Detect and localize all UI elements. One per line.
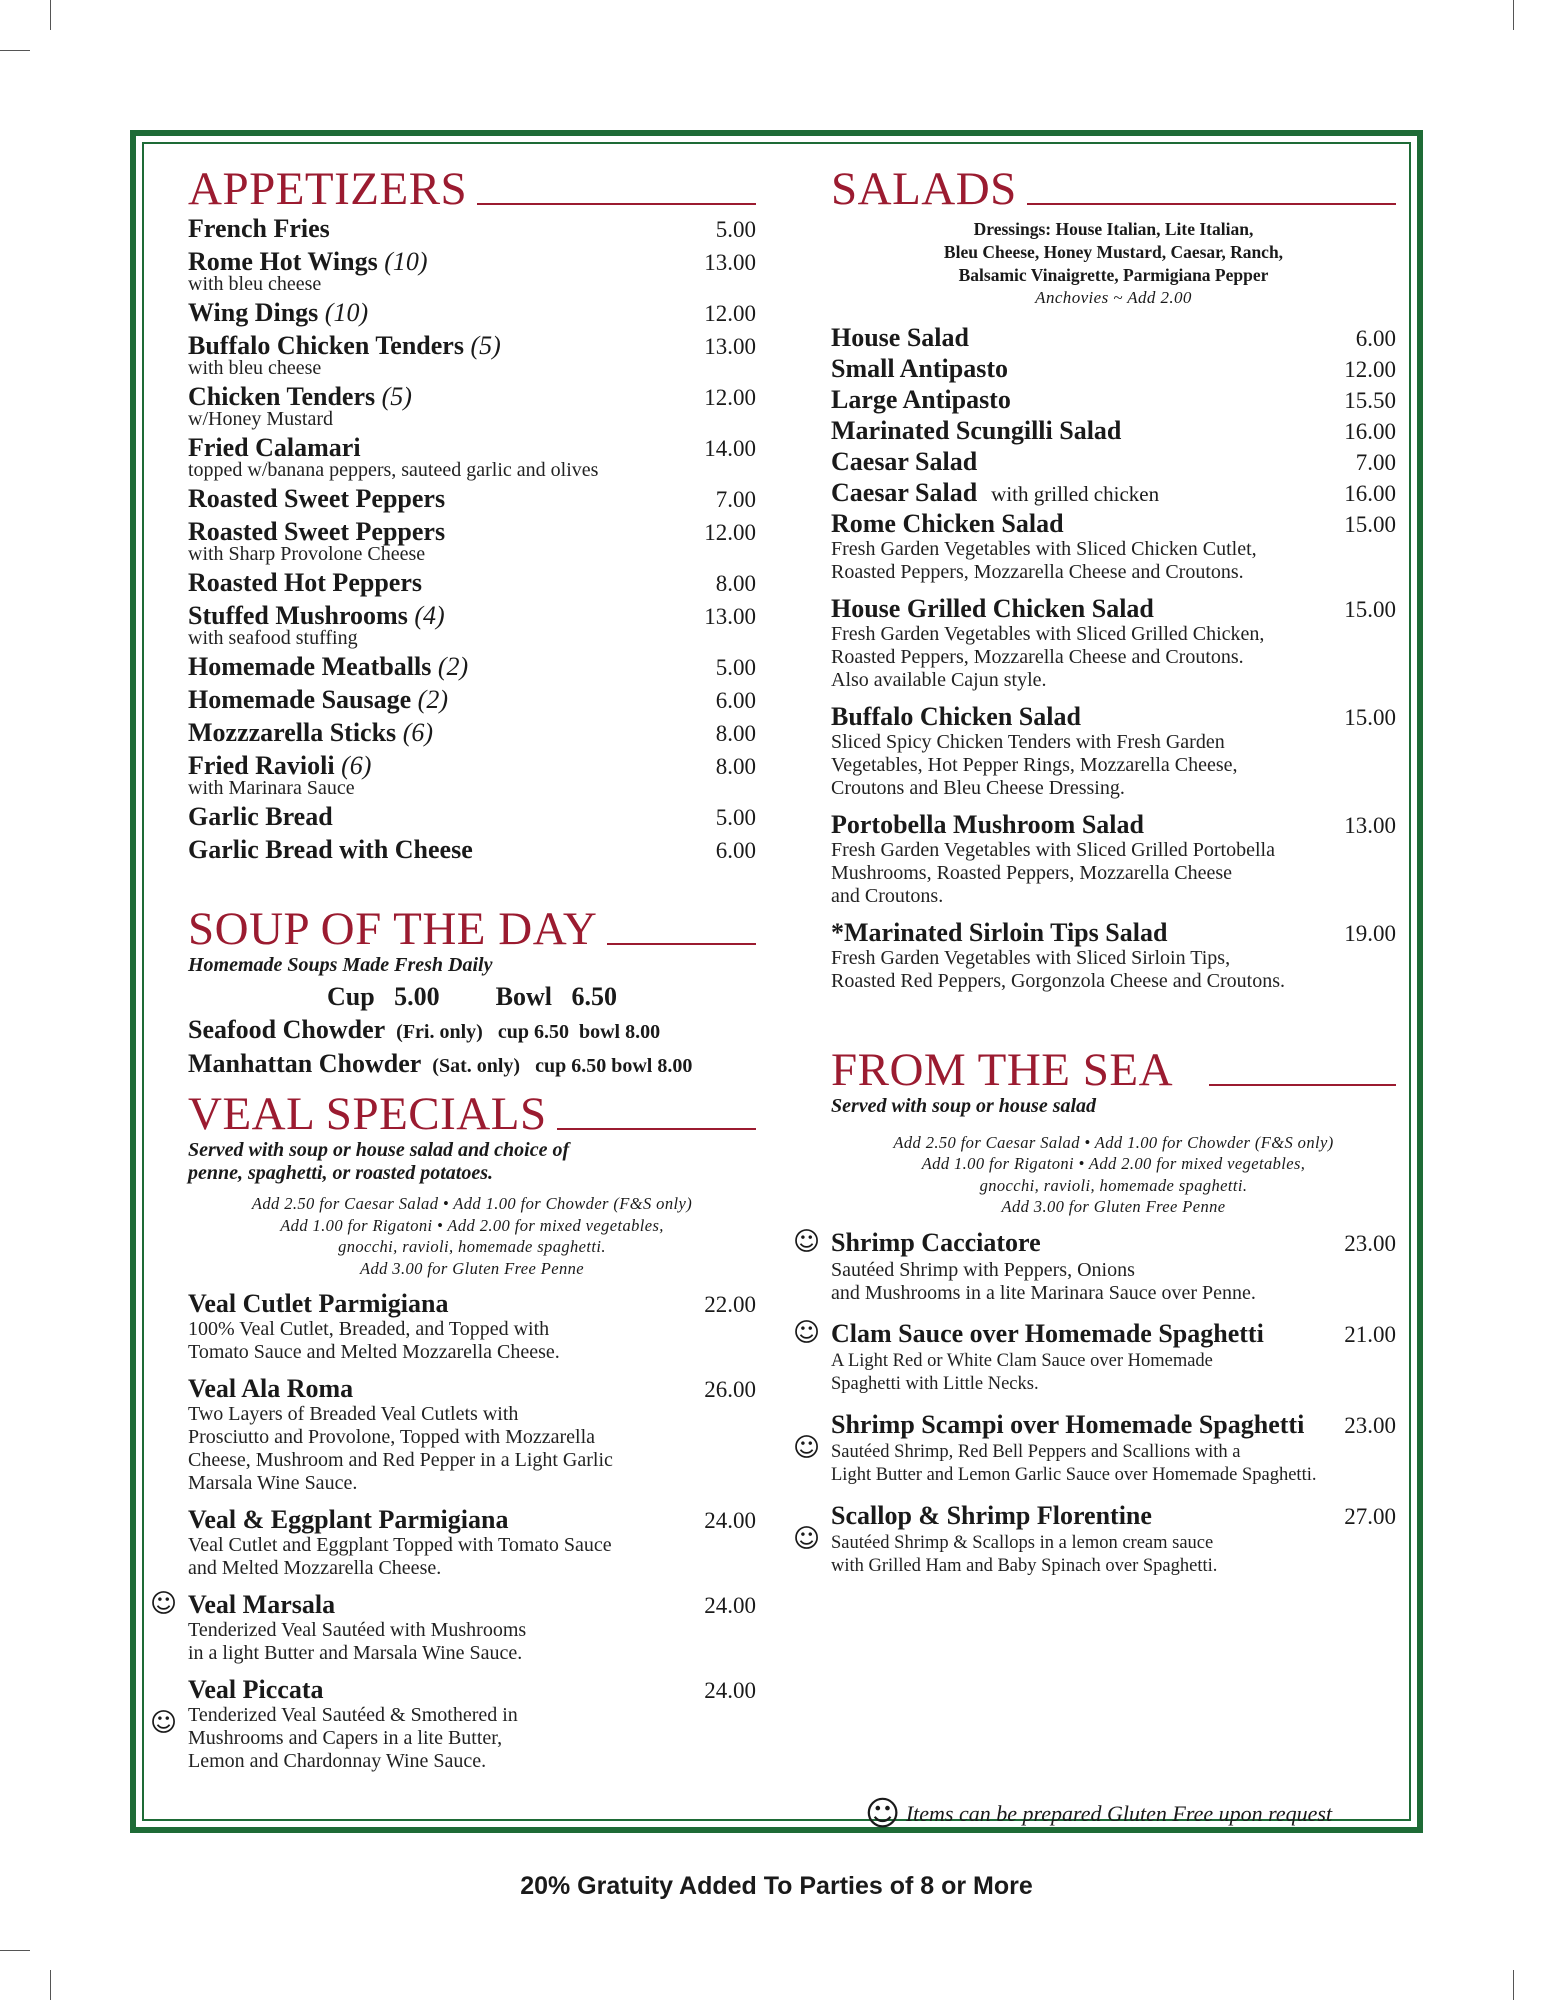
menu-item-description: and Melted Mozzarella Cheese.	[188, 1557, 442, 1579]
menu-item-description: with seafood stuffing	[188, 627, 358, 649]
menu-item-description: 100% Veal Cutlet, Breaded, and Topped with	[188, 1318, 550, 1340]
menu-item-price: 24.00	[704, 1508, 756, 1533]
chowder-name: Manhattan Chowder	[188, 1049, 422, 1078]
crop-mark	[1513, 1970, 1514, 2000]
smiley-icon: ☺	[150, 1589, 178, 1619]
smiley-icon: ☺	[793, 1317, 821, 1348]
menu-item-description: Roasted Peppers, Mozzarella Cheese and Croutons.	[831, 560, 1244, 583]
menu-item-description: Vegetables, Hot Pepper Rings, Mozzarella Cheese,	[831, 753, 1238, 776]
menu-item-name: Roasted Hot Peppers	[188, 568, 422, 597]
menu-item-description: with bleu cheese	[188, 273, 322, 295]
menu-item-description: Sautéed Shrimp, Red Bell Peppers and Scallions with a	[831, 1441, 1241, 1462]
smiley-icon: ☺	[793, 1523, 821, 1554]
menu-item-name: *Marinated Sirloin Tips Salad	[831, 917, 1168, 947]
menu-item-qty: (5)	[381, 382, 412, 411]
menu-item	[793, 1409, 1396, 1487]
smiley-icon: ☺	[150, 1708, 178, 1738]
menu-item	[188, 802, 756, 835]
menu-item-description: Sautéed Shrimp with Peppers, Onions	[831, 1258, 1135, 1281]
menu-item-row	[188, 1374, 756, 1405]
menu-item-description: with Sharp Provolone Cheese	[188, 543, 426, 565]
soup-cup-price: Cup 5.00	[326, 982, 440, 1011]
menu-item-price: 13.00	[704, 250, 756, 275]
menu-item-qty: (10)	[384, 247, 428, 276]
menu-item	[188, 652, 756, 685]
addon-line: Add 1.00 for Rigatoni • Add 2.00 for mixed vegetables,	[280, 1215, 664, 1235]
chowder-prices: cup 6.50 bowl 8.00	[497, 1021, 661, 1043]
menu-item-price: 12.00	[704, 520, 756, 545]
gratuity-footer: 20% Gratuity Added To Parties of 8 or More	[520, 1872, 1033, 1900]
menu-item-price: 6.00	[715, 838, 756, 863]
menu-item-description: Two Layers of Breaded Veal Cutlets with	[188, 1403, 519, 1425]
menu-item-description: Lemon and Chardonnay Wine Sauce.	[188, 1750, 487, 1772]
appetizers-header	[188, 164, 756, 214]
menu-item-row	[188, 652, 756, 683]
menu-item-row	[831, 918, 1396, 949]
menu-item-name: Shrimp Cacciatore	[831, 1227, 1041, 1257]
menu-item-name: Fried Calamari	[188, 433, 361, 462]
menu-item-name: Veal Ala Roma	[188, 1374, 354, 1403]
menu-item-description: Fresh Garden Vegetables with Sliced Grilled Chicken,	[831, 622, 1265, 645]
menu-item-qty: (2)	[437, 652, 469, 681]
menu-item	[188, 214, 756, 247]
menu-item	[831, 918, 1396, 993]
menu-item-description: with Grilled Ham and Baby Spinach over Spaghetti.	[831, 1555, 1218, 1576]
veal-list	[150, 1289, 756, 1773]
menu-item	[831, 702, 1396, 800]
menu-item	[831, 478, 1396, 509]
menu-item	[831, 509, 1396, 584]
section-rule	[1209, 1084, 1396, 1086]
menu-item-price: 5.00	[715, 805, 756, 830]
menu-item-extra: with grilled chicken	[991, 481, 1160, 506]
menu-item-price: 22.00	[704, 1292, 756, 1317]
addon-line: Add 3.00 for Gluten Free Penne	[359, 1258, 584, 1278]
menu-item-row	[188, 1289, 756, 1320]
addon-line: gnocchi, ravioli, homemade spaghetti.	[338, 1237, 606, 1256]
menu-item-row	[188, 718, 756, 749]
menu-item-name: Garlic Bread with Cheese	[188, 835, 473, 864]
menu-item-row	[831, 810, 1396, 841]
menu-item-description: Spaghetti with Little Necks.	[831, 1373, 1039, 1394]
smiley-icon: ☺	[864, 1794, 901, 1834]
menu-item	[188, 382, 756, 433]
section-rule	[557, 1128, 756, 1130]
menu-item-description: and Mushrooms in a lite Marinara Sauce over Penne.	[831, 1281, 1256, 1304]
menu-item-row	[188, 685, 756, 716]
dressing-line: Balsamic Vinaigrette, Parmigiana Pepper	[958, 265, 1269, 285]
menu-item-name: Mozzzarella Sticks (6)	[188, 718, 434, 747]
menu-item-description: Roasted Red Peppers, Gorgonzola Cheese and Croutons.	[831, 969, 1285, 992]
menu-item-qty: (10)	[324, 298, 369, 327]
menu-item	[188, 298, 756, 331]
soup-bowl-price: Bowl 6.50	[495, 982, 618, 1011]
menu-item-name: Stuffed Mushrooms (4)	[188, 601, 445, 630]
smiley-icon: ☺	[793, 1432, 821, 1463]
salads-title: SALADS	[831, 163, 1017, 215]
salad-dressings	[831, 218, 1396, 287]
section-rule	[1027, 203, 1396, 205]
menu-item-name: Large Antipasto	[831, 384, 1011, 414]
menu-item-row	[831, 1319, 1396, 1350]
menu-item-description: Tenderized Veal Sautéed with Mushrooms	[188, 1619, 527, 1641]
menu-item	[831, 385, 1396, 416]
menu-item-row	[831, 594, 1396, 625]
menu-item-row	[188, 802, 756, 833]
menu-item-name: Homemade Sausage (2)	[188, 685, 448, 714]
menu-item-row	[831, 354, 1396, 385]
menu-item-name: Caesar Salad with grilled chicken	[831, 477, 1160, 507]
menu-item-name: Marinated Scungilli Salad	[831, 415, 1122, 445]
menu-item-row	[188, 835, 756, 866]
menu-item-name: Buffalo Chicken Tenders (5)	[188, 331, 501, 360]
menu-item	[831, 447, 1396, 478]
menu-item-price: 24.00	[704, 1593, 756, 1618]
salads-list	[831, 323, 1396, 993]
menu-item-description: with Marinara Sauce	[188, 777, 355, 799]
menu-item-name: Caesar Salad	[831, 446, 978, 476]
menu-item-description: w/Honey Mustard	[188, 408, 333, 430]
menu-item-description: Fresh Garden Vegetables with Sliced Sirloin Tips,	[831, 946, 1231, 969]
menu-item	[188, 835, 756, 868]
menu-item-description: topped w/banana peppers, sauteed garlic and olives	[188, 459, 599, 481]
menu-item	[188, 601, 756, 652]
menu-item-row	[188, 484, 756, 515]
menu-item-name: Shrimp Scampi over Homemade Spaghetti	[831, 1409, 1305, 1439]
menu-item-description: Fresh Garden Vegetables with Sliced Grilled Portobella	[831, 838, 1275, 861]
menu-item	[831, 354, 1396, 385]
menu-item-price: 6.00	[1355, 325, 1396, 351]
menu-item-price: 13.00	[704, 334, 756, 359]
menu-item-row	[831, 509, 1396, 540]
menu-item-row	[188, 1590, 756, 1621]
menu-item-description: Fresh Garden Vegetables with Sliced Chicken Cutlet,	[831, 537, 1257, 560]
soup-header	[188, 904, 756, 954]
menu-item-price: 16.00	[1344, 480, 1396, 506]
menu-item-row	[188, 568, 756, 599]
menu-item-name: Clam Sauce over Homemade Spaghetti	[831, 1318, 1264, 1348]
addon-line: Add 3.00 for Gluten Free Penne	[1001, 1197, 1226, 1216]
menu-item-row	[188, 298, 756, 329]
crop-mark	[0, 50, 30, 51]
menu-item-price: 16.00	[1344, 418, 1396, 444]
menu-item-price: 15.00	[1344, 511, 1396, 537]
menu-item	[188, 247, 756, 298]
menu-item-price: 7.00	[715, 487, 756, 512]
menu-item-price: 15.00	[1344, 704, 1396, 730]
menu-item-name: House Grilled Chicken Salad	[831, 593, 1154, 623]
addon-line: Add 1.00 for Rigatoni • Add 2.00 for mixed vegetables,	[921, 1154, 1306, 1173]
right-column	[793, 163, 1396, 1834]
menu-item-description: Mushrooms, Roasted Peppers, Mozzarella Cheese	[831, 861, 1233, 884]
menu-item	[188, 685, 756, 718]
section-rule	[477, 203, 756, 205]
salads-header	[831, 164, 1396, 214]
dressing-line: Dressings: House Italian, Lite Italian,	[973, 219, 1254, 239]
menu-item-row	[831, 478, 1396, 509]
smiley-icon: ☺	[793, 1226, 821, 1257]
menu-item-price: 15.00	[1344, 596, 1396, 622]
menu-item-name: Chicken Tenders (5)	[188, 382, 412, 411]
menu-item-description: in a light Butter and Marsala Wine Sauce.	[188, 1642, 523, 1664]
menu-item-row	[831, 416, 1396, 447]
sea-subtitle: Served with soup or house salad	[831, 1094, 1097, 1117]
sea-header	[831, 1045, 1396, 1095]
menu-item	[150, 1675, 756, 1773]
menu-item-description: Sautéed Shrimp & Scallops in a lemon cream sauce	[831, 1532, 1214, 1553]
menu-item-row	[831, 447, 1396, 478]
menu-item	[188, 1374, 756, 1495]
menu-frame	[130, 130, 1423, 1833]
gluten-free-note	[816, 1794, 1381, 1834]
menu-item-name: Veal Marsala	[188, 1590, 336, 1619]
menu-item	[831, 416, 1396, 447]
addon-line: Add 2.50 for Caesar Salad • Add 1.00 for Chowder (F&S only)	[893, 1132, 1334, 1152]
menu-item-name: Roasted Sweet Peppers	[188, 484, 446, 513]
gluten-free-note-text: Items can be prepared Gluten Free upon request	[905, 1801, 1333, 1826]
menu-item-name: Small Antipasto	[831, 353, 1008, 383]
menu-item	[188, 718, 756, 751]
menu-item-description: Tomato Sauce and Melted Mozzarella Cheese.	[188, 1341, 560, 1363]
sea-list	[793, 1226, 1396, 1578]
chowder-list	[188, 1015, 756, 1083]
menu-item-name: Roasted Sweet Peppers	[188, 517, 446, 546]
menu-item-description: Also available Cajun style.	[831, 668, 1047, 691]
crop-mark	[1513, 0, 1514, 30]
menu-item-qty: (5)	[470, 331, 501, 360]
menu-item-description: Light Butter and Lemon Garlic Sauce over Homemade Spaghetti.	[831, 1464, 1317, 1485]
menu-item-name: Wing Dings (10)	[188, 298, 369, 327]
menu-item-price: 6.00	[715, 688, 756, 713]
menu-item-name: Scallop & Shrimp Florentine	[831, 1500, 1152, 1530]
menu-item-price: 26.00	[704, 1377, 756, 1402]
sea-title: FROM THE SEA	[831, 1043, 1174, 1096]
menu-item-price: 13.00	[704, 604, 756, 629]
menu-item-description: Sliced Spicy Chicken Tenders with Fresh Garden	[831, 730, 1225, 753]
menu-item-price: 8.00	[715, 754, 756, 779]
chowder-note: (Sat. only)	[427, 1055, 526, 1077]
menu-item-name: Fried Ravioli (6)	[188, 751, 372, 780]
crop-mark	[50, 1970, 51, 2000]
menu-item-price: 12.00	[1344, 356, 1396, 382]
menu-item	[793, 1226, 1396, 1305]
chowder-name: Seafood Chowder	[188, 1015, 386, 1044]
menu-item	[793, 1500, 1396, 1578]
menu-item-description: Marsala Wine Sauce.	[188, 1472, 358, 1494]
menu-item-price: 14.00	[704, 436, 756, 461]
menu-item-description: Croutons and Bleu Cheese Dressing.	[831, 776, 1125, 799]
menu-item-description: Prosciutto and Provolone, Topped with Mozzarella	[188, 1426, 596, 1448]
menu-item-price: 8.00	[715, 721, 756, 746]
menu-item-name: Rome Chicken Salad	[831, 508, 1064, 538]
menu-item-row	[831, 323, 1396, 354]
soup-title: SOUP OF THE DAY	[188, 903, 598, 955]
appetizers-list	[188, 214, 756, 868]
menu-item-price: 8.00	[715, 571, 756, 596]
menu-item-description: Cheese, Mushroom and Red Pepper in a Light Garlic	[188, 1449, 613, 1471]
dressing-line: Bleu Cheese, Honey Mustard, Caesar, Ranch,	[943, 242, 1284, 262]
menu-item	[150, 1589, 756, 1665]
appetizers-title: APPETIZERS	[188, 163, 468, 215]
chowder-item	[188, 1049, 756, 1083]
menu-item-name: Veal Piccata	[188, 1675, 324, 1704]
veal-addons	[188, 1193, 756, 1279]
menu-item-description: Roasted Peppers, Mozzarella Cheese and Croutons.	[831, 645, 1244, 668]
menu-item-description: Tenderized Veal Sautéed & Smothered in	[188, 1704, 518, 1726]
menu-item-name: House Salad	[831, 322, 969, 352]
salad-anchovies: Anchovies ~ Add 2.00	[1035, 288, 1192, 307]
section-rule	[607, 943, 756, 945]
menu-item	[188, 331, 756, 382]
veal-header	[188, 1089, 756, 1139]
menu-item-description: A Light Red or White Clam Sauce over Homemade	[831, 1350, 1213, 1371]
menu-item-row	[831, 1228, 1396, 1259]
menu-item-qty: (6)	[341, 751, 372, 780]
menu-item-name: Buffalo Chicken Salad	[831, 701, 1081, 731]
menu-item	[793, 1317, 1396, 1396]
menu-item-name: Garlic Bread	[188, 802, 333, 831]
crop-mark	[0, 1950, 30, 1951]
chowder-item	[188, 1015, 756, 1049]
menu-item-description: Mushrooms and Capers in a lite Butter,	[188, 1727, 503, 1749]
menu-item	[831, 594, 1396, 692]
menu-item-price: 23.00	[1344, 1230, 1396, 1256]
menu-item-row	[831, 702, 1396, 733]
soup-prices	[188, 979, 756, 1015]
menu-item-price: 24.00	[704, 1678, 756, 1703]
menu-item-price: 19.00	[1344, 920, 1396, 946]
menu-item-price: 7.00	[1355, 449, 1396, 475]
menu-item-qty: (2)	[417, 685, 448, 714]
menu-item	[188, 517, 756, 568]
menu-item-price: 5.00	[715, 217, 756, 242]
menu-item-row	[831, 1410, 1396, 1441]
chowder-prices: cup 6.50 bowl 8.00	[535, 1055, 693, 1077]
menu-item-price: 12.00	[704, 385, 756, 410]
menu-item	[188, 751, 756, 802]
chowder-note: (Fri. only)	[391, 1021, 488, 1043]
menu-item	[831, 810, 1396, 908]
left-column	[150, 163, 756, 1783]
menu-item-name: French Fries	[188, 214, 330, 243]
menu-item-price: 5.00	[715, 655, 756, 680]
menu-item-price: 12.00	[704, 301, 756, 326]
menu-item-name: Homemade Meatballs (2)	[188, 652, 469, 681]
menu-item	[831, 323, 1396, 354]
menu-item-qty: (6)	[402, 718, 434, 747]
menu-item	[188, 433, 756, 484]
menu-item-price: 27.00	[1344, 1503, 1396, 1529]
addon-line: Add 2.50 for Caesar Salad • Add 1.00 for Chowder (F&S only)	[251, 1194, 693, 1213]
menu-item-name: Rome Hot Wings (10)	[188, 247, 428, 276]
menu-item-row	[831, 1501, 1396, 1532]
veal-subtitle: Served with soup or house salad and choice of	[188, 1139, 570, 1161]
menu-item-name: Veal & Eggplant Parmigiana	[188, 1505, 509, 1534]
menu-item-price: 13.00	[1344, 812, 1396, 838]
menu-item-description: and Croutons.	[831, 884, 944, 907]
menu-item-description: with bleu cheese	[188, 357, 322, 379]
menu-item-row	[831, 385, 1396, 416]
veal-subtitle: penne, spaghetti, or roasted potatoes.	[188, 1162, 494, 1184]
menu-item	[188, 568, 756, 601]
menu-item	[188, 1289, 756, 1364]
veal-title: VEAL SPECIALS	[188, 1088, 547, 1140]
menu-item-row	[188, 1675, 756, 1706]
menu-item-row	[188, 1505, 756, 1536]
menu-item-price: 15.50	[1344, 387, 1396, 413]
addon-line: gnocchi, ravioli, homemade spaghetti.	[979, 1175, 1248, 1195]
menu-item-qty: (4)	[414, 601, 445, 630]
menu-item-name: Veal Cutlet Parmigiana	[188, 1289, 449, 1318]
menu-item-price: 23.00	[1344, 1412, 1396, 1438]
sea-addons	[831, 1132, 1396, 1218]
soup-subtitle: Homemade Soups Made Fresh Daily	[188, 954, 493, 976]
menu-item-description: Veal Cutlet and Eggplant Topped with Tomato Sauce	[188, 1534, 612, 1556]
menu-item	[188, 1505, 756, 1580]
menu-item	[188, 484, 756, 517]
menu-item-price: 21.00	[1344, 1321, 1396, 1347]
crop-mark	[50, 0, 51, 30]
menu-item-row	[188, 214, 756, 245]
menu-item-name: Portobella Mushroom Salad	[831, 809, 1144, 839]
